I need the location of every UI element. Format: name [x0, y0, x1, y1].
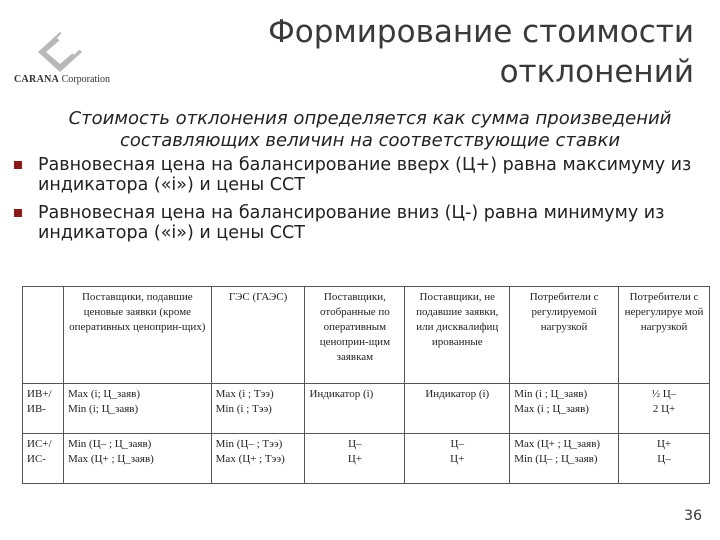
bullet-square-icon: [14, 161, 22, 169]
table-cell: Ц+ Ц–: [619, 434, 710, 484]
table-header-cell: Потребители с нерегулируе мой нагрузкой: [619, 287, 710, 384]
subtitle: Стоимость отклонения определяется как сумма произведений составляющих величин на соответствующие ставки: [68, 108, 672, 151]
table-header-cell: Потребители с регулируемой нагрузкой: [510, 287, 619, 384]
bullet-item: Равновесная цена на балансирование вниз (Ц-) равна минимуму из индикатора («i») и цены ССТ: [12, 203, 712, 243]
carana-logo-icon: [30, 30, 94, 74]
table-header-cell: Поставщики, отобранные по оперативным ценоприн-щим заявкам: [305, 287, 405, 384]
table-cell: Min (Ц– ; Тээ) Max (Ц+ ; Тээ): [211, 434, 305, 484]
table-cell: Ц– Ц+: [405, 434, 510, 484]
table-cell: Min (Ц– ; Ц_заяв) Max (Ц+ ; Ц_заяв): [63, 434, 211, 484]
bullet-square-icon: [14, 209, 22, 217]
table-cell: Max (i; Ц_заяв) Min (i; Ц_заяв): [63, 384, 211, 434]
pricing-table: [22, 286, 710, 484]
table-cell: Индикатор (i): [405, 384, 510, 434]
table-row: [23, 384, 710, 434]
table-header-row: [23, 287, 710, 384]
table-header-cell: Поставщики, подавшие ценовые заявки (кроме оперативных ценоприн-щих): [63, 287, 211, 384]
company-logo: [14, 30, 124, 90]
table-cell: Max (Ц+ ; Ц_заяв) Min (Ц– ; Ц_заяв): [510, 434, 619, 484]
bullet-list: [12, 155, 712, 251]
table-cell: ½ Ц– 2 Ц+: [619, 384, 710, 434]
table-cell: Max (i ; Тээ) Min (i ; Тээ): [211, 384, 305, 434]
row-label: ИВ+/ ИВ-: [23, 384, 64, 434]
table-cell: Min (i ; Ц_заяв) Max (i ; Ц_заяв): [510, 384, 619, 434]
bullet-item: Равновесная цена на балансирование вверх (Ц+) равна максимуму из индикатора («i») и цены ССТ: [12, 155, 712, 195]
table-header-cell: ГЭС (ГАЭС): [211, 287, 305, 384]
table-row: [23, 434, 710, 484]
page-number: 36: [684, 508, 702, 524]
table-header-cell: Поставщики, не подавшие заявки, или дисквалифиц ированные: [405, 287, 510, 384]
row-label: ИС+/ ИС-: [23, 434, 64, 484]
table-cell: Ц– Ц+: [305, 434, 405, 484]
page-title: Формирование стоимости отклонений: [268, 14, 694, 90]
table-header-cell: [23, 287, 64, 384]
table-cell: Индикатор (i): [305, 384, 405, 434]
logo-text: CARANA Corporation: [14, 74, 110, 85]
